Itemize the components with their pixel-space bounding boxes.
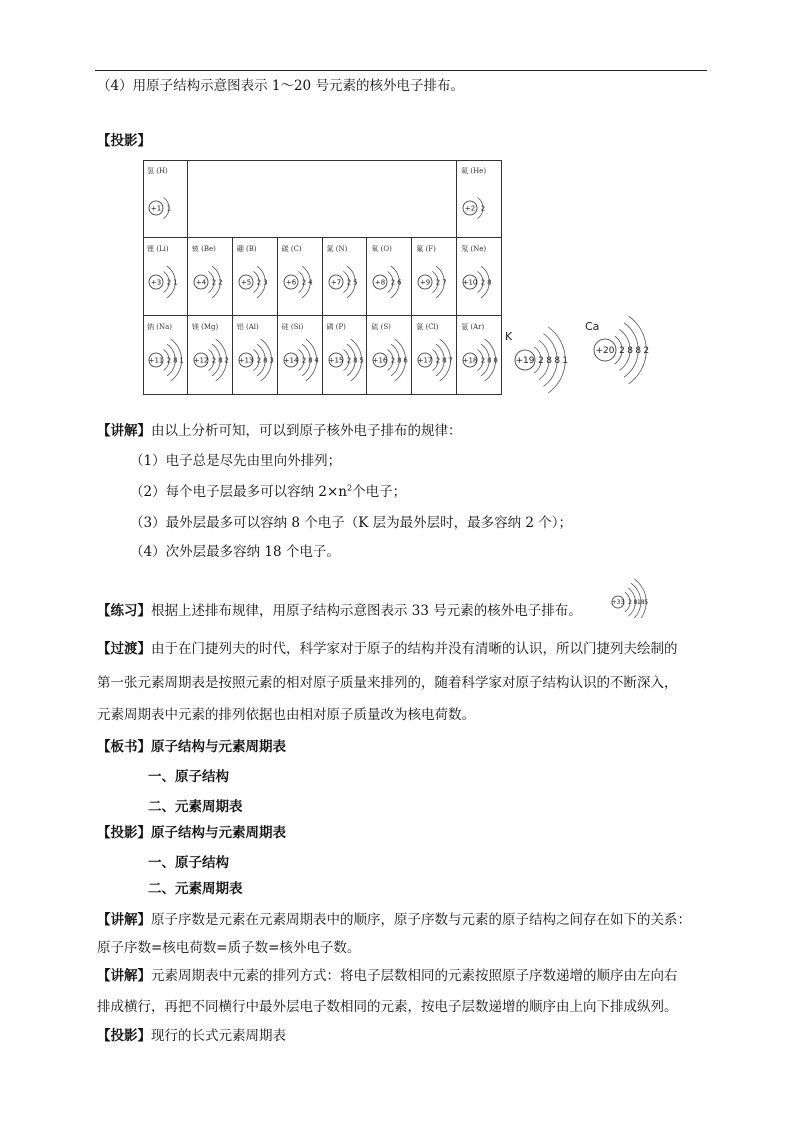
element-name: 氢 (H) xyxy=(147,167,168,175)
element-cell xyxy=(143,238,188,316)
element-name: 氩 (Ar) xyxy=(461,323,485,331)
shell-electron-count: 2 xyxy=(436,356,441,365)
nuclear-charge: +1 xyxy=(150,204,162,213)
shell-electron-count: 4 xyxy=(307,278,313,287)
shell-electron-count: 8 xyxy=(352,356,358,365)
blank-header-cell xyxy=(188,160,457,238)
nuclear-charge: +14 xyxy=(283,356,299,365)
nuclear-charge: +18 xyxy=(462,356,478,365)
shell-electron-count: 2 xyxy=(211,356,217,365)
element-cell xyxy=(323,316,368,395)
shell-electron-count: 8 xyxy=(487,356,492,365)
shell-electron-count: 8 xyxy=(554,356,561,367)
nuclear-charge: +15 xyxy=(328,356,343,365)
element-name: 钠 (Na) xyxy=(147,323,172,331)
shell-electron-count: 2 xyxy=(166,356,172,365)
atom-symbol: Ca xyxy=(585,320,600,333)
rule-2-tail: 个电子； xyxy=(352,484,407,500)
practice-tag: 【练习】 xyxy=(97,603,151,619)
rule-1: （1）电子总是尽先由里向外排列； xyxy=(130,453,342,469)
element-cell xyxy=(323,238,368,316)
shell-electron-count: 8 xyxy=(262,356,268,365)
shell-electron-count: 1 xyxy=(166,204,172,213)
shell-electron-count: 2 xyxy=(346,278,351,287)
rule-2 xyxy=(130,482,406,502)
shell-electron-count: 5 xyxy=(358,356,364,365)
atom-diagram-ca xyxy=(583,300,663,395)
projection2-title: 原子结构与元素周期表 xyxy=(151,825,286,841)
element-cell xyxy=(457,238,502,316)
explain3-line-2: 排成横行，再把不同横行中最外层电子数相同的元素，按电子层数递增的顺序由上向下排成纵列。 xyxy=(97,999,678,1015)
nuclear-charge: +9 xyxy=(420,278,431,287)
shell-electron-count: 8 xyxy=(173,356,178,365)
shell-electron-count: 2 xyxy=(217,278,223,287)
nuclear-charge: +2 xyxy=(464,204,476,213)
shell-electron-count: 4 xyxy=(313,356,319,365)
board-item-1: 一、原子结构 xyxy=(148,769,229,785)
shell-electron-count: 18 xyxy=(636,599,645,607)
shell-electron-count: 5 xyxy=(352,278,358,287)
shell-electron-count: 2 xyxy=(628,599,632,607)
element-name: 硅 (Si) xyxy=(281,323,304,331)
shell-electron-count: 2 xyxy=(256,356,261,365)
board-item-2: 二、元素周期表 xyxy=(148,799,243,815)
shell-electron-count: 6 xyxy=(397,278,402,287)
explain2-line-1 xyxy=(97,910,691,930)
transition-line-3: 元素周期表中元素的排列依据也由相对原子质量改为核电荷数。 xyxy=(97,707,475,723)
element-cell xyxy=(457,316,502,395)
shell-electron-count: 2 xyxy=(480,204,486,213)
nuclear-charge: +5 xyxy=(240,278,251,287)
shell-electron-count: 1 xyxy=(562,356,569,367)
header-rule xyxy=(95,70,707,71)
element-cell xyxy=(457,160,502,238)
nuclear-charge: +33 xyxy=(611,599,625,607)
element-cell xyxy=(367,316,412,395)
projection-tag: 【投影】 xyxy=(97,133,151,149)
practice-text: 根据上述排布规律，用原子结构示意图表示 33 号元素的核外电子排布。 xyxy=(151,603,582,619)
element-name: 硫 (S) xyxy=(371,323,391,331)
element-name: 铍 (Be) xyxy=(191,245,216,253)
element-name: 氖 (Ne) xyxy=(461,245,487,253)
shell-electron-count: 7 xyxy=(448,356,454,365)
rule-2-text: （2）每个电子层最多可以容纳 2×n xyxy=(130,484,347,500)
element-name: 锂 (Li) xyxy=(147,245,169,253)
shell-electron-count: 2 xyxy=(391,356,396,365)
element-name: 氯 (Cl) xyxy=(416,323,439,331)
element-name: 氮 (N) xyxy=(326,245,348,253)
shell-electron-count: 2 xyxy=(619,346,625,357)
atom-diagram-33 xyxy=(608,578,658,618)
shell-electron-count: 2 xyxy=(301,278,306,287)
element-cell xyxy=(143,316,188,395)
rule-2-sup: 2 xyxy=(346,483,353,493)
nuclear-charge: +10 xyxy=(462,278,478,287)
projection-heading xyxy=(97,131,151,151)
element-cell xyxy=(278,316,323,395)
nuclear-charge: +17 xyxy=(417,356,433,365)
shell-electron-count: 8 xyxy=(217,356,223,365)
element-name: 氟 (F) xyxy=(416,245,436,253)
nuclear-charge: +7 xyxy=(330,278,341,287)
shell-electron-count: 8 xyxy=(546,356,552,367)
shell-electron-count: 2 xyxy=(643,346,650,357)
shell-electron-count: 2 xyxy=(391,278,396,287)
shell-electron-count: 8 xyxy=(633,599,638,607)
nuclear-charge: +20 xyxy=(595,346,615,357)
element-name: 铝 (Al) xyxy=(236,323,259,331)
shell-electron-count: 3 xyxy=(269,356,274,365)
shell-electron-count: 8 xyxy=(487,278,492,287)
shell-electron-count: 2 xyxy=(480,356,486,365)
nuclear-charge: +13 xyxy=(238,356,254,365)
element-cell xyxy=(412,238,457,316)
element-cell xyxy=(233,316,278,395)
transition-line-2: 第一张元素周期表是按照元素的相对原子质量来排列的，随着科学家对原子结构认识的不断深入， xyxy=(97,675,678,691)
explain2-text: 原子序数是元素在元素周期表中的顺序，原子序数与元素的原子结构之间存在如下的关系： xyxy=(151,912,691,928)
projection3-tag: 【投影】 xyxy=(97,1028,151,1044)
shell-electron-count: 2 xyxy=(436,278,441,287)
shell-electron-count: 2 xyxy=(538,356,544,367)
nuclear-charge: +16 xyxy=(372,356,388,365)
nuclear-charge: +8 xyxy=(375,278,386,287)
shell-electron-count: 2 xyxy=(301,356,306,365)
element-name: 氧 (O) xyxy=(371,245,392,253)
practice-paragraph xyxy=(97,601,582,621)
atom-diagram-k xyxy=(505,315,580,395)
shell-electron-count: 8 xyxy=(635,346,642,357)
shell-electron-count: 8 xyxy=(397,356,402,365)
explain-paragraph-1 xyxy=(97,421,462,441)
element-name: 硼 (B) xyxy=(236,245,257,253)
projection3-line xyxy=(97,1026,286,1046)
atomic-structure-table xyxy=(143,160,502,395)
element-cell xyxy=(367,238,412,316)
element-name: 氦 (He) xyxy=(461,167,487,175)
rule-3: （3）最外层最多可以容纳 8 个电子（K 层为最外层时，最多容纳 2 个）； xyxy=(130,515,573,531)
explain2-line-2: 原子序数=核电荷数=质子数=核外电子数。 xyxy=(97,940,361,956)
shell-electron-count: 8 xyxy=(493,356,498,365)
shell-electron-count: 1 xyxy=(179,356,184,365)
nuclear-charge: +3 xyxy=(150,278,162,287)
rule-4: （4）次外层最多容纳 18 个电子。 xyxy=(130,544,340,560)
explain3-text: 元素周期表中元素的排列方式：将电子层数相同的元素按照原子序数递增的顺序由左向右 xyxy=(151,968,678,984)
transition-text-1: 由于在门捷列夫的时代，科学家对于原子的结构并没有清晰的认识，所以门捷列夫绘制的 xyxy=(151,641,678,657)
shell-electron-count: 7 xyxy=(442,278,447,287)
element-cell xyxy=(412,316,457,395)
shell-electron-count: 2 xyxy=(166,278,172,287)
shell-electron-count: 2 xyxy=(224,356,229,365)
nuclear-charge: +4 xyxy=(195,278,207,287)
board-tag: 【板书】 xyxy=(97,739,151,755)
element-name: 磷 (P) xyxy=(326,323,346,331)
element-cell xyxy=(143,160,188,238)
projection3-text: 现行的长式元素周期表 xyxy=(151,1028,286,1044)
explain-text: 由以上分析可知，可以到原子核外电子排布的规律： xyxy=(151,423,462,439)
shell-electron-count: 3 xyxy=(262,278,268,287)
shell-electron-count: 5 xyxy=(644,599,649,607)
transition-line-1 xyxy=(97,639,678,659)
explain3-line-1 xyxy=(97,966,678,986)
atom-symbol: K xyxy=(505,330,513,343)
shell-electron-count: 8 xyxy=(307,356,313,365)
board-title: 原子结构与元素周期表 xyxy=(151,739,286,755)
element-cell xyxy=(188,316,233,395)
projection2-heading xyxy=(97,823,286,843)
nuclear-charge: +12 xyxy=(193,356,209,365)
projection2-item-2: 二、元素周期表 xyxy=(148,881,243,897)
shell-electron-count: 8 xyxy=(442,356,447,365)
projection2-item-1: 一、原子结构 xyxy=(148,855,229,871)
shell-electron-count: 6 xyxy=(403,356,409,365)
nuclear-charge: +6 xyxy=(285,278,296,287)
shell-electron-count: 8 xyxy=(627,346,633,357)
shell-electron-count: 2 xyxy=(480,278,486,287)
explain2-tag: 【讲解】 xyxy=(97,912,151,928)
element-cell xyxy=(278,238,323,316)
explain-tag: 【讲解】 xyxy=(97,423,151,439)
nuclear-charge: +19 xyxy=(515,356,535,367)
element-cell xyxy=(188,238,233,316)
element-name: 镁 (Mg) xyxy=(191,323,219,331)
shell-electron-count: 2 xyxy=(346,356,351,365)
nuclear-charge: +11 xyxy=(148,356,164,365)
shell-electron-count: 2 xyxy=(256,278,261,287)
shell-electron-count: 1 xyxy=(173,278,178,287)
element-cell xyxy=(233,238,278,316)
transition-tag: 【过渡】 xyxy=(97,641,151,657)
element-name: 碳 (C) xyxy=(281,245,302,253)
intro-text: （4）用原子结构示意图表示 1～20 号元素的核外电子排布。 xyxy=(97,78,464,94)
projection2-tag: 【投影】 xyxy=(97,825,151,841)
explain3-tag: 【讲解】 xyxy=(97,968,151,984)
board-heading xyxy=(97,737,286,757)
shell-electron-count: 2 xyxy=(211,278,217,287)
